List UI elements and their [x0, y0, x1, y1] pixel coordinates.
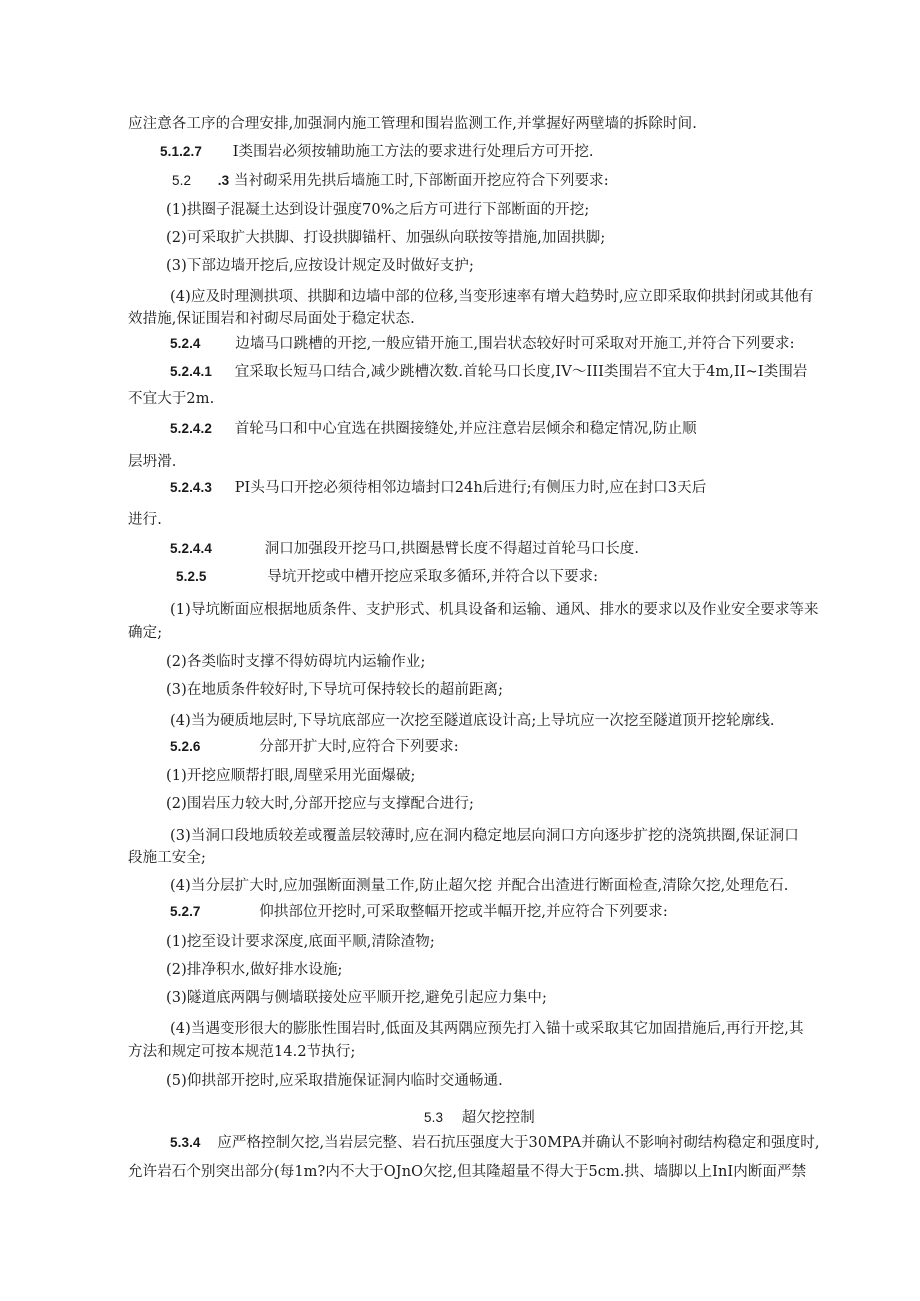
list-item: (4)当遇变形很大的膨胀性围岩时,低面及其两隅应预先打入锚十或采取其它加固措施后,再行开挖,其 — [170, 1021, 804, 1037]
clause-continuation: 进行. — [128, 512, 162, 528]
list-item: (4)当为硬质地层时,下导坑底部应一次挖至隧道底设计高;上导坑应一次挖至隧道顶开挖轮廓线. — [170, 713, 775, 729]
list-item: (5)仰拱部开挖时,应采取措施保证洞内临时交通畅通. — [166, 1073, 503, 1089]
list-item: (2)排净积水,做好排水设施; — [166, 962, 343, 978]
clause-text: I类围岩必须按辅助施工方法的要求进行处理后方可开挖. — [232, 144, 594, 160]
list-item-continuation: 效措施,保证围岩和衬砌尽局面处于稳定状态. — [128, 311, 415, 327]
list-item: (1)导坑断面应根据地质条件、支护形式、机具设备和运输、通风、排水的要求以及作业安全要求等来 — [170, 602, 819, 618]
clause-text: 宜采取长短马口结合,减少跳槽次数.首轮马口长度,IV～III类围岩不宜大于4m,II~I类围岩 — [234, 364, 808, 380]
clause-text: 分部开扩大时,应符合下列要求: — [259, 739, 459, 755]
clause-5-2-6 — [170, 737, 459, 757]
clause-continuation: 允许岩石个别突出部分(每1m?内不大于OJnO欠挖,但其隆超量不得大于5cm.拱、墙脚以上InI内断面严禁 — [128, 1164, 807, 1180]
clause-number: 5.2.6 — [170, 739, 201, 754]
clause-text: 首轮马口和中心宜选在拱圈接缝处,并应注意岩层倾余和稳定情况,防止顺 — [234, 421, 697, 437]
clause-5-2-7 — [170, 902, 668, 922]
section-heading — [424, 1108, 535, 1128]
clause-text: 边墙马口跳槽的开挖,一般应错开施工,围岩状态较好时可采取对开施工,并符合下列要求: — [235, 336, 795, 352]
clause-number: 5.1.2.7 — [160, 144, 202, 159]
clause-number: 5.3.4 — [170, 1135, 201, 1150]
clause-continuation: 不宜大于2m. — [128, 391, 215, 407]
clause-5-1-2-7 — [160, 142, 594, 162]
clause-5-2-4-3 — [170, 478, 706, 498]
clause-text: 仰拱部位开挖时,可采取整幅开挖或半幅开挖,并应符合下列要求: — [259, 904, 668, 920]
clause-number: 5.2 — [172, 173, 192, 188]
section-number: 5.3 — [424, 1110, 444, 1125]
list-item-continuation: 确定; — [128, 625, 163, 641]
clause-5-2-5 — [176, 567, 598, 587]
list-item-continuation: 段施工安全; — [128, 850, 206, 866]
clause-5-3-4 — [170, 1133, 820, 1153]
clause-5-2-3 — [172, 171, 609, 191]
list-item: (3)在地质条件较好时,下导坑可保持较长的超前距离; — [166, 682, 504, 698]
clause-number: 5.2.4.1 — [170, 364, 212, 379]
list-item: (1)拱圈子混凝土达到设计强度70%之后方可进行下部断面的开挖; — [166, 202, 590, 218]
list-item: (1)挖至设计要求深度,底面平顺,清除渣物; — [166, 934, 435, 950]
list-item-continuation: 方法和规定可按本规范14.2节执行; — [128, 1044, 356, 1060]
clause-number: 5.2.4.4 — [170, 541, 212, 556]
clause-text: 应严格控制欠挖,当岩层完整、岩石抗压强度大于30MPA并确认不影响衬砌结构稳定和强度时, — [217, 1135, 820, 1151]
list-item: (4)应及时理测拱项、拱脚和边墙中部的位移,当变形速率有增大趋势时,应立即采取仰拱封闭或其他有 — [170, 289, 814, 305]
clause-number: 5.2.4 — [170, 336, 201, 351]
clause-text: 当衬砌采用先拱后墙施工时,下部断面开挖应符合下列要求: — [233, 173, 609, 189]
list-item: (3)当洞口段地质较差或覆盖层较薄时,应在洞内稳定地层向洞口方向逐步扩挖的浇筑拱圈,保证洞口 — [170, 828, 799, 844]
list-item: (4)当分层扩大时,应加强断面测量工作,防止超欠挖 并配合出渣进行断面检查,清除欠挖,处理危石. — [170, 878, 789, 894]
clause-number: 5.2.7 — [170, 904, 201, 919]
list-item: (2)围岩压力较大时,分部开挖应与支撑配合进行; — [166, 796, 474, 812]
list-item: (2)可采取扩大拱脚、打设拱脚锚杆、加强纵向联按等措施,加固拱脚; — [166, 230, 606, 246]
list-item: (3)下部边墙开挖后,应按设计规定及时做好支护; — [166, 258, 474, 274]
clause-5-2-4-4 — [170, 539, 639, 559]
clause-5-2-4-1 — [170, 362, 808, 382]
list-item: (2)各类临时支撑不得妨碍坑内运输作业; — [166, 654, 426, 670]
clause-5-2-4 — [170, 334, 795, 354]
clause-number: 5.2.4.3 — [170, 480, 212, 495]
list-item: (3)隧道底两隅与侧墙联接处应平顺开挖,避免引起应力集中; — [166, 990, 547, 1006]
clause-continuation: 层坍滑. — [128, 454, 177, 470]
clause-text: 洞口加强段开挖马口,拱圈悬臂长度不得超过首轮马口长度. — [264, 541, 640, 557]
clause-5-2-4-2 — [170, 419, 697, 439]
section-title: 超欠挖控制 — [461, 1110, 535, 1126]
clause-number: 5.2.4.2 — [170, 421, 212, 436]
paragraph-line: 应注意各工序的合理安排,加强洞内施工管理和围岩监测工作,并掌握好两壁墙的拆除时间. — [128, 116, 697, 132]
list-item: (1)开挖应顺帮打眼,周壁采用光面爆破; — [166, 768, 416, 784]
clause-text: PI头马口开挖必须待相邻边墙封口24h后进行;有侧压力时,应在封口3天后 — [234, 480, 707, 496]
clause-number: 5.2.5 — [176, 569, 207, 584]
clause-text: 导坑开挖或中槽开挖应采取多循环,并符合以下要求: — [267, 569, 599, 585]
clause-number-suffix: .3 — [217, 173, 230, 188]
